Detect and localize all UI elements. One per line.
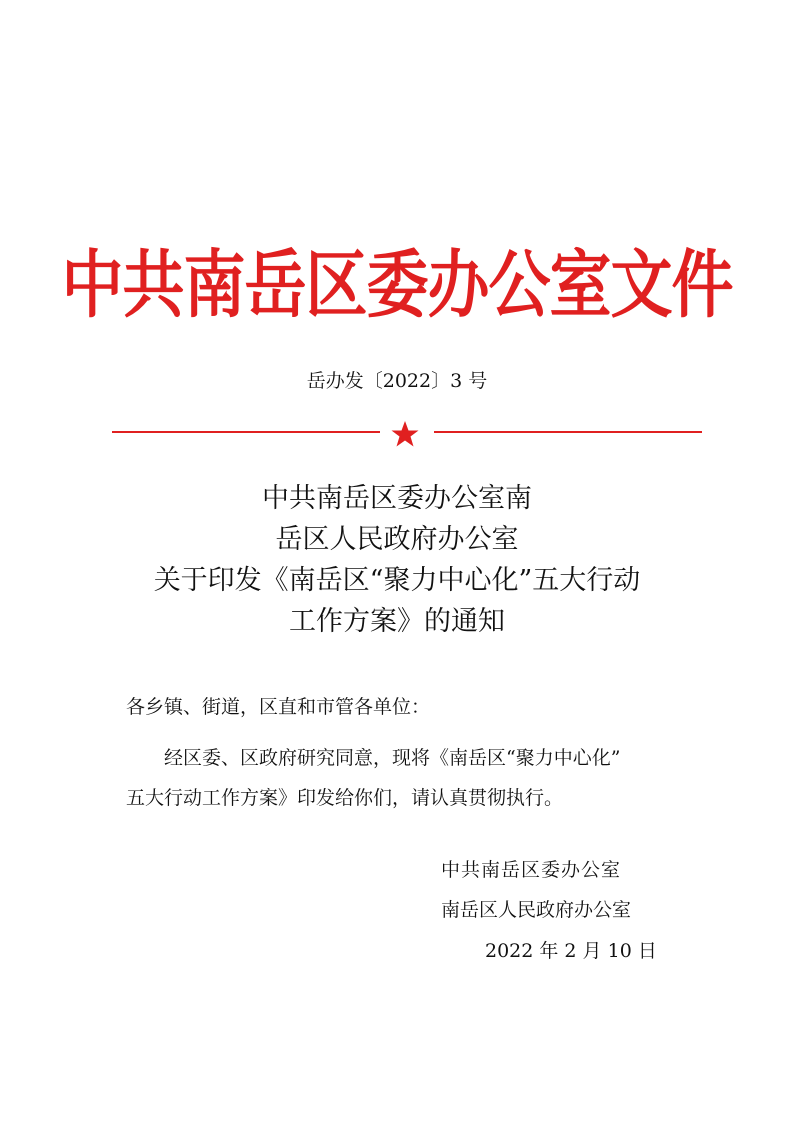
- body-line: 经区委、区政府研究同意，现将《南岳区“聚力中心化”: [164, 747, 621, 769]
- signature-org-2: 南岳区人民政府办公室: [441, 899, 632, 921]
- title-line: 中共南岳区委办公室南: [262, 483, 532, 514]
- divider-line-right: [434, 431, 702, 433]
- title-line: 工作方案》的通知: [289, 606, 505, 637]
- signature-org-1: 中共南岳区委办公室: [441, 859, 622, 881]
- body-paragraph: [126, 738, 706, 818]
- title-line: 岳区人民政府办公室: [275, 524, 519, 555]
- signature-date: 2022 年 2 月 10 日: [485, 940, 657, 962]
- title-line: 关于印发《南岳区“聚力中心化”五大行动: [153, 565, 641, 596]
- document-number: 岳办发〔2022〕3 号: [306, 370, 488, 392]
- masthead-title: 中共南岳区委办公室文件: [61, 241, 733, 328]
- star-icon: [390, 420, 420, 448]
- divider-line-left: [112, 431, 380, 433]
- addressee: 各乡镇、街道，区直和市管各单位：: [126, 696, 431, 718]
- body-line: 五大行动工作方案》印发给你们，请认真贯彻执行。: [126, 787, 564, 809]
- document-title: [0, 478, 794, 642]
